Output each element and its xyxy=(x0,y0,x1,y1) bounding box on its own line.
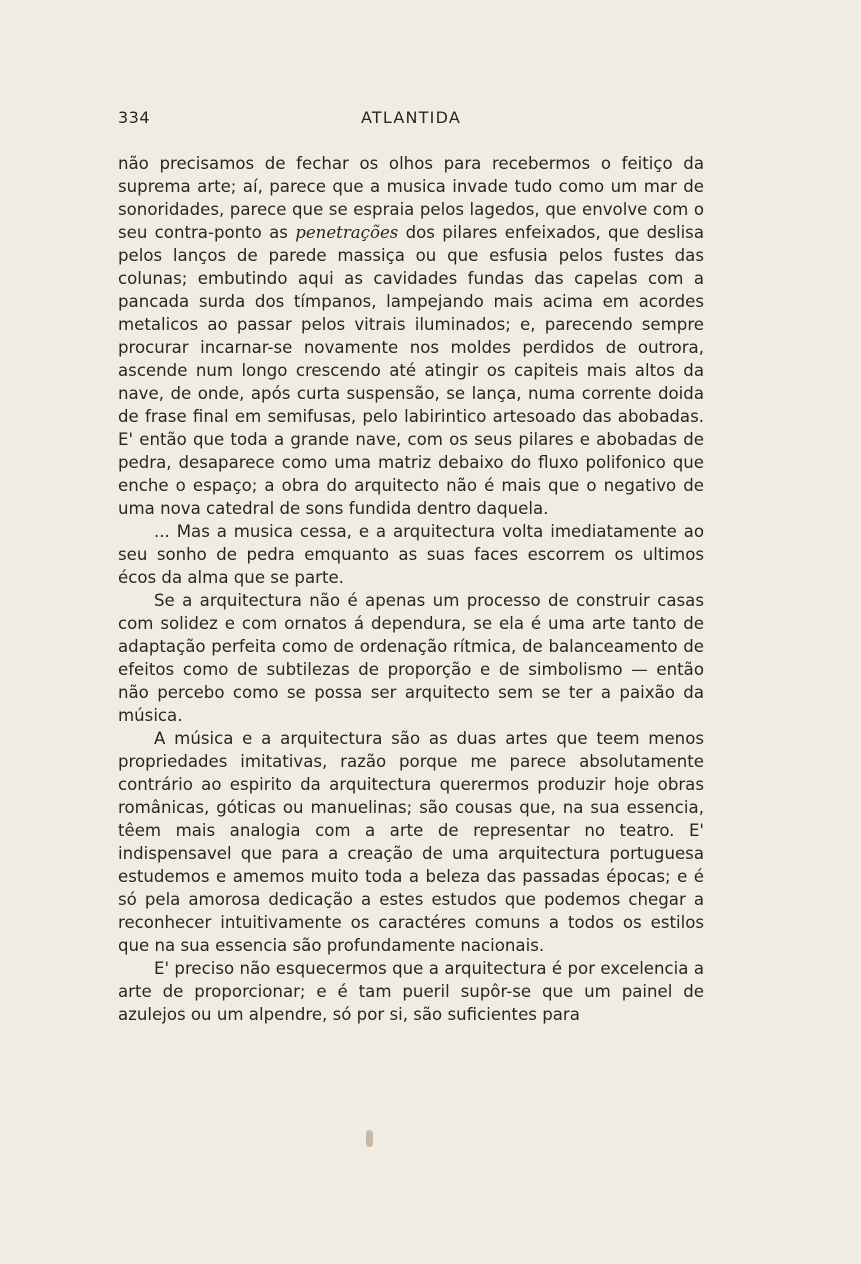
paragraph-1-text-a: não precisamos de fechar os olhos para recebermos o feitiço da suprema arte; aí, parece que a musica invade tudo como um mar de sonoridades, parece que se espraia pelos lagedos, que envolve com o seu contra-ponto as xyxy=(118,154,704,242)
paragraph-1 xyxy=(118,152,704,520)
paragraph-4: A música e a arquitectura são as duas artes que teem menos propriedades imitativas, razão porque me parece absolutamente contrário ao espirito da arquitectura querermos produzir hoje obras românicas, góticas ou manuelinas; são cousas que, na sua essencia, têem mais analogia com a arte de representar no teatro. E' indispensavel que para a creação de uma arquitectura portuguesa estudemos e amemos muito toda a beleza das passadas épocas; e é só pela amorosa dedicação a estes estudos que podemos chegar a reconhecer intuitivamente os caractéres comuns a todos os estilos que na sua essencia são profundamente nacionais. xyxy=(118,729,704,955)
page-header xyxy=(118,108,704,132)
italic-term: penetrações xyxy=(295,223,399,242)
paragraph-5: E' preciso não esquecermos que a arquitectura é por excelencia a arte de proporcionar; e é tam pueril supôr-se que um painel de azulejos ou um alpendre, só por si, são suficientes para xyxy=(118,959,704,1024)
body-text xyxy=(118,152,704,1026)
paragraph-2: ... Mas a musica cessa, e a arquitectura volta imediatamente ao seu sonho de pedra emquanto as suas faces escorrem os ultimos écos da alma que se parte. xyxy=(118,522,704,587)
paragraph-3: Se a arquitectura não é apenas um processo de construir casas com solidez e com ornatos á dependura, se ela é uma arte tanto de adaptação perfeita como de ordenação rítmica, de balanceamento de efeitos como de subtilezas de proporção e de simbolismo — então não percebo como se possa ser arquitecto sem se ter a paixão da música. xyxy=(118,591,704,725)
ink-blot xyxy=(366,1130,373,1147)
running-title: ATLANTIDA xyxy=(361,108,461,127)
paragraph-1-text-b: dos pilares enfeixados, que deslisa pelos lanços de parede massiça ou que esfusia pelos fustes das colunas; embutindo aqui as cavidades fundas das capelas com a pancada surda dos tímpanos, lampejando mais acima em acordes metalicos ao passar pelos vitrais iluminados; e, parecendo sempre procurar incarnar-se novamente nos moldes perdidos de outrora, ascende num longo crescendo até atingir os capiteis mais altos da nave, de onde, após curta suspensão, se lança, numa corrente doida de frase final em semifusas, pelo labirintico artesoado das abobadas. E' então que toda a grande nave, com os seus pilares e abobadas de pedra, desaparece como uma matriz debaixo do fluxo polifonico que enche o espaço; a obra do arquitecto não é mais que o negativo de uma nova catedral de sons fundida dentro daquela. xyxy=(118,223,704,518)
page-number: 334 xyxy=(118,108,151,127)
